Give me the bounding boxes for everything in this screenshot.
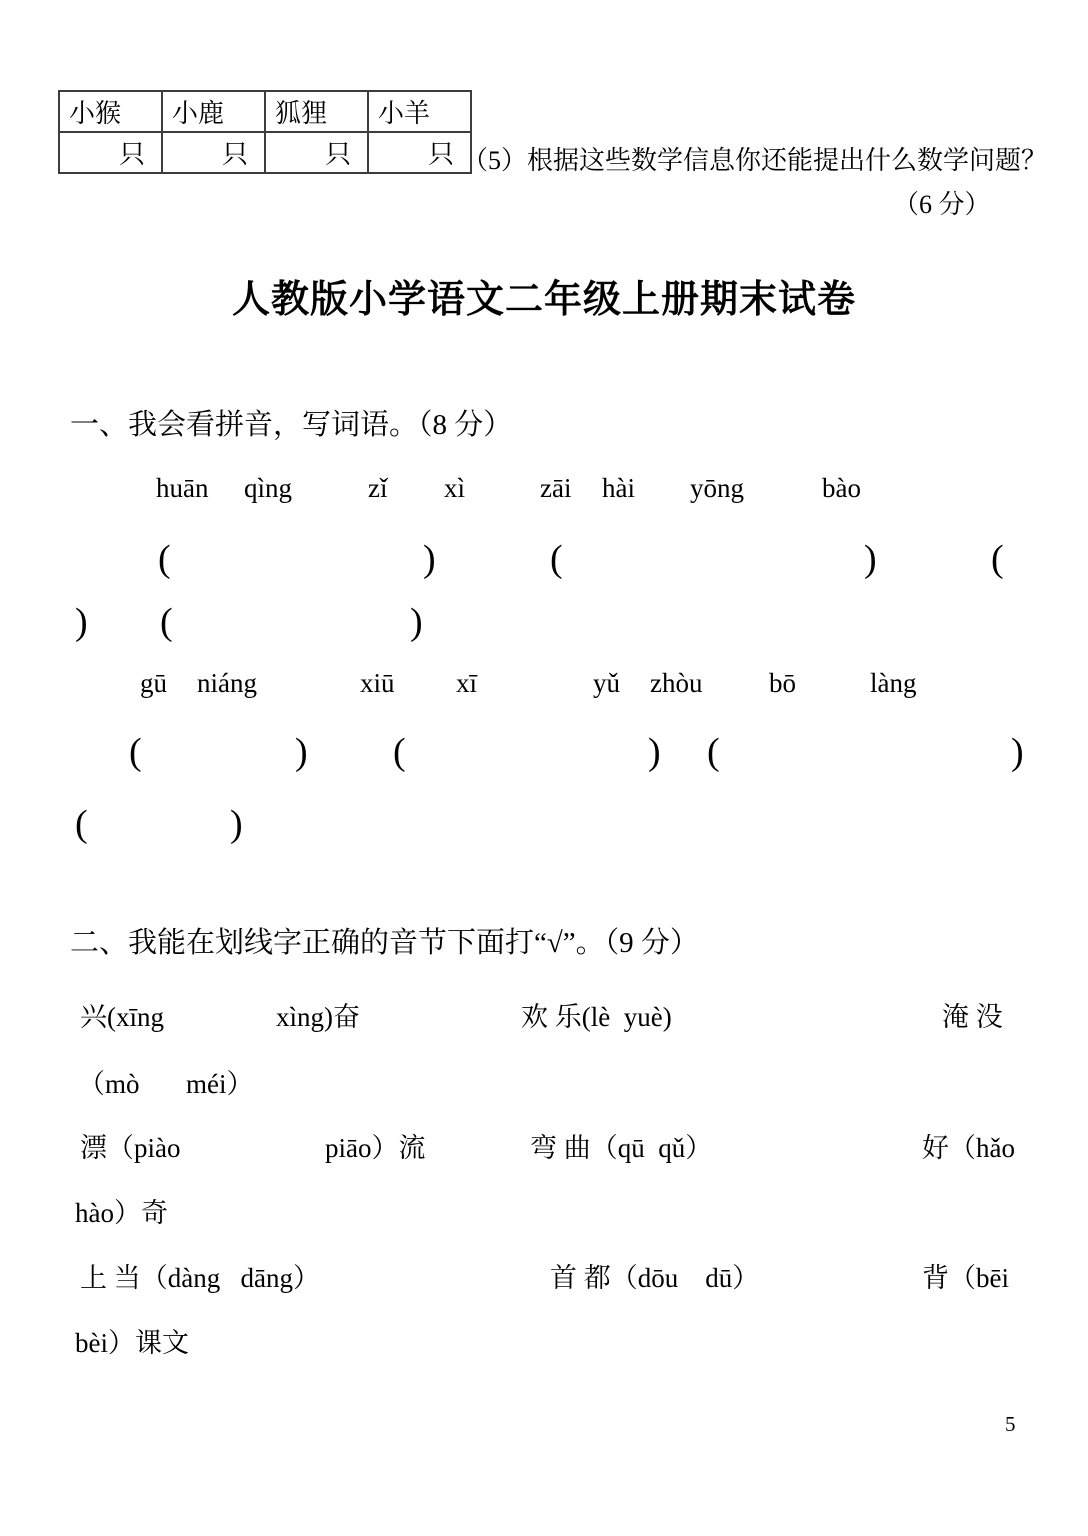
answer-blank-paren: ): [295, 731, 308, 773]
answer-blank-paren: (: [129, 731, 142, 773]
table-cell-animal: 狐狸: [265, 91, 368, 132]
answer-blank-paren: ): [410, 601, 423, 643]
choice-item: （mò: [78, 1069, 140, 1099]
page-number: 5: [1005, 1412, 1016, 1436]
answer-blank-paren: (: [707, 731, 720, 773]
pinyin-word: làng: [870, 668, 917, 698]
choice-item: méi）: [186, 1069, 254, 1099]
pinyin-word: qìng: [244, 473, 293, 503]
answer-blank-paren: (: [393, 731, 406, 773]
choice-item: xìng)奋: [276, 1002, 360, 1032]
choice-item: bèi）课文: [75, 1328, 189, 1358]
pinyin-word: huān: [156, 473, 209, 503]
table-cell-animal: 小猴: [59, 91, 162, 132]
table-row-animals: [59, 91, 471, 132]
answer-blank-paren: ): [75, 601, 88, 643]
table-cell-unit: 只: [162, 132, 265, 173]
answer-blank-paren: ): [648, 731, 661, 773]
choice-item: 兴(xīng: [80, 1002, 164, 1032]
table-cell-unit: 只: [265, 132, 368, 173]
answer-blank-paren: (: [160, 601, 173, 643]
pinyin-word: zhòu: [650, 668, 703, 698]
pinyin-word: hài: [602, 473, 635, 503]
choice-item: hào）奇: [75, 1198, 168, 1228]
answer-blank-paren: ): [423, 538, 436, 580]
pinyin-word: xī: [456, 668, 478, 698]
answer-blank-paren: (: [550, 538, 563, 580]
pinyin-word: yǔ: [593, 668, 620, 698]
pinyin-word: xiū: [360, 668, 395, 698]
pinyin-word: gū: [140, 668, 167, 698]
table-cell-unit: 只: [59, 132, 162, 173]
answer-blank-paren: ): [1011, 731, 1024, 773]
answer-blank-paren: (: [158, 538, 171, 580]
answer-blank-paren: ): [230, 803, 243, 845]
animal-count-table: [58, 90, 472, 174]
choice-item: 首 都（dōu dū）: [550, 1263, 760, 1293]
pinyin-word: niáng: [197, 668, 257, 698]
pinyin-word: zǐ: [368, 473, 388, 503]
answer-blank-paren: (: [991, 538, 1004, 580]
table-cell-unit: 只: [368, 132, 471, 173]
table-cell-animal: 小羊: [368, 91, 471, 132]
pinyin-word: bào: [822, 473, 861, 503]
choice-item: 上 当（dàng dāng）: [80, 1263, 320, 1293]
choice-item: 背（bēi: [922, 1263, 1009, 1293]
section2-heading: 二、我能在划线字正确的音节下面打“√”。（9 分）: [70, 927, 699, 959]
choice-item: piāo）流: [325, 1133, 426, 1163]
choice-item: 欢 乐(lè yuè): [521, 1002, 672, 1032]
choice-item: 弯 曲（qū qǔ）: [530, 1133, 713, 1163]
pinyin-word: bō: [769, 668, 796, 698]
pinyin-word: zāi: [540, 473, 572, 503]
choice-item: 好（hǎo: [922, 1133, 1015, 1163]
page-title: 人教版小学语文二年级上册期末试卷: [231, 279, 856, 321]
section1-heading: 一、我会看拼音，写词语。（8 分）: [70, 409, 513, 441]
answer-blank-paren: ): [864, 538, 877, 580]
answer-blank-paren: (: [75, 803, 88, 845]
table-row-units: [59, 132, 471, 173]
math-question-text: （5）根据这些数学信息你还能提出什么数学问题？: [462, 146, 1048, 175]
choice-item: 漂（piào: [80, 1133, 181, 1163]
math-question-points: （6 分）: [893, 190, 991, 219]
choice-item: 淹 没: [942, 1002, 1003, 1032]
pinyin-word: xì: [444, 473, 466, 503]
table-cell-animal: 小鹿: [162, 91, 265, 132]
pinyin-word: yōng: [690, 473, 744, 503]
